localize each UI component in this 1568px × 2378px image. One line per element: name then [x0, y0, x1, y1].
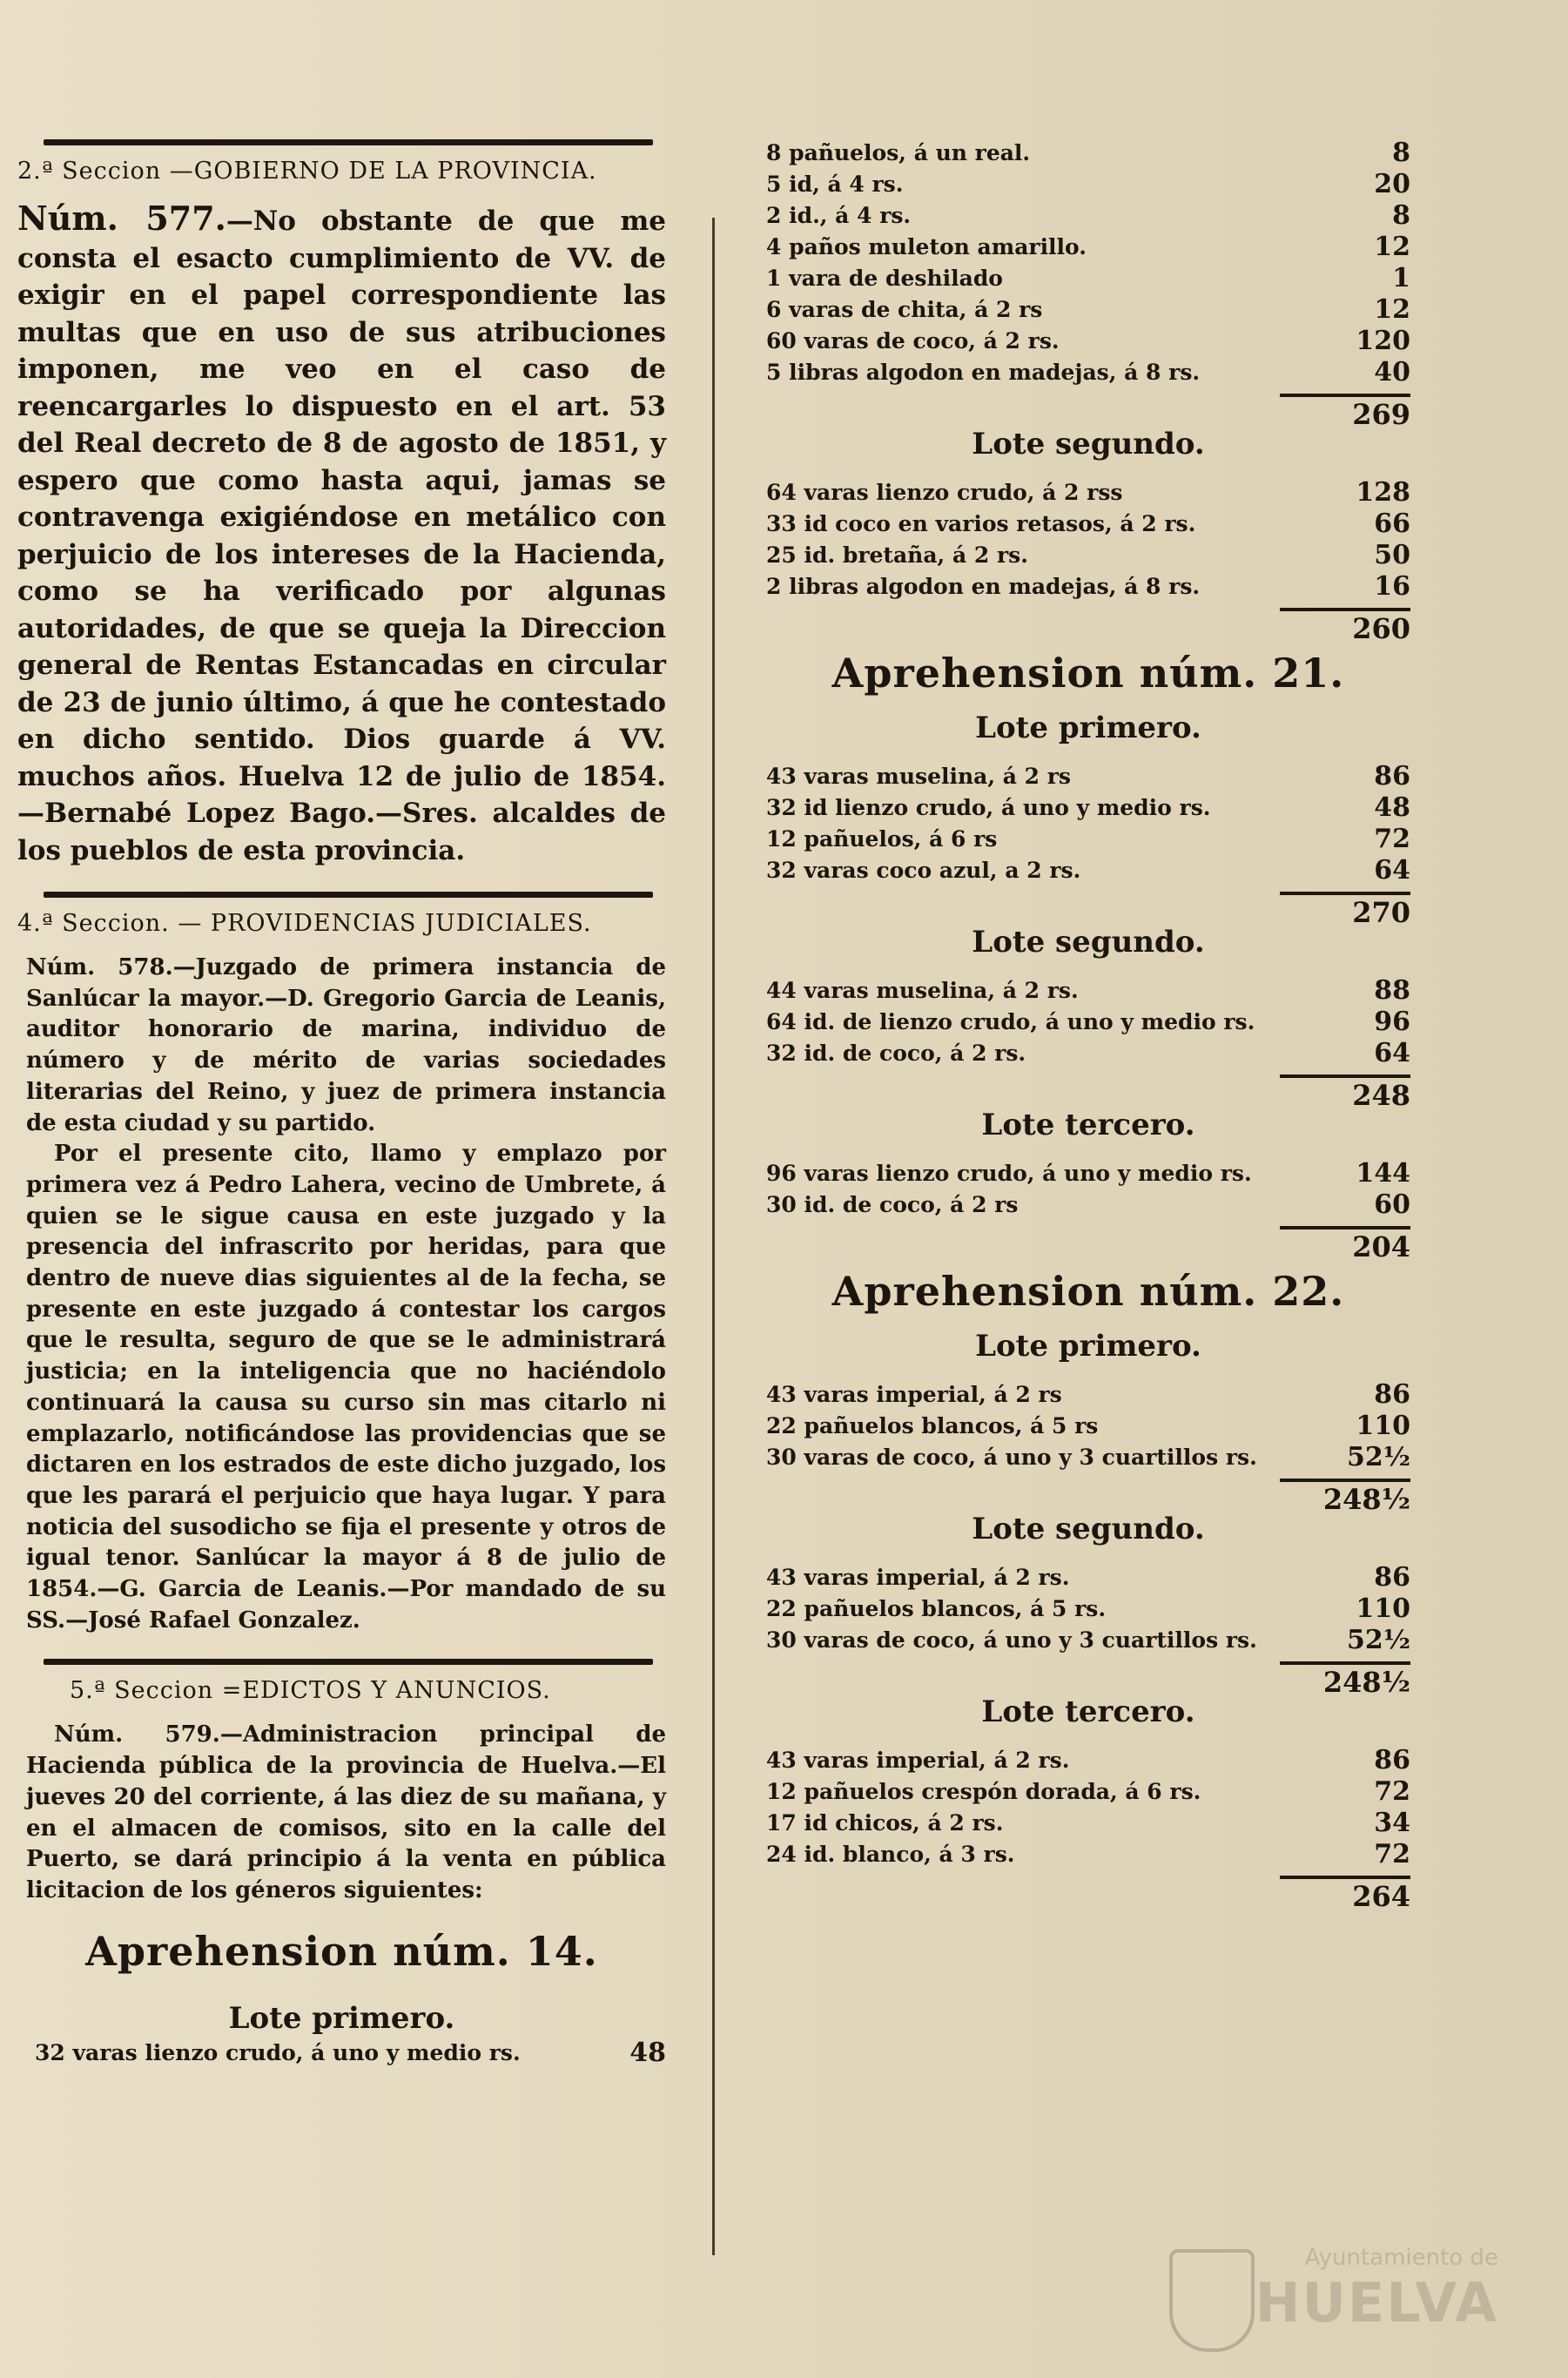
item-description: 4 paños muleton amarillo. [766, 234, 1087, 259]
item-description: 32 id. de coco, á 2 rs. [766, 1041, 1026, 1066]
lote-total: 248 [1352, 1079, 1410, 1112]
item-amount: 88 [1374, 975, 1410, 1006]
item-amount: 16 [1374, 571, 1410, 602]
section-2-heading: 2.ª Seccion —GOBIERNO DE LA PROVINCIA. [17, 158, 597, 185]
lote-title: Lote segundo. [972, 925, 1205, 960]
list-item [766, 1158, 1410, 1189]
item-description: 12 pañuelos crespón dorada, á 6 rs. [766, 1779, 1201, 1804]
lote-total: 248½ [1322, 1483, 1410, 1516]
item-amount: 52½ [1346, 1625, 1410, 1655]
list-item [766, 232, 1410, 263]
list-item [766, 1379, 1410, 1411]
item-amount: 110 [1356, 1411, 1410, 1441]
item-amount: 86 [1374, 1745, 1410, 1775]
list-item [766, 540, 1410, 571]
notice-579-body: Núm. 579.—Administracion principal de Hacienda pública de la provincia de Huelva.—El jueves 20 del corriente, á las diez de su mañana, y en el almacen de comisos, sito en la calle del Puerto, se dará principio á la venta en pública licitacion de los géneros siguientes: [26, 1721, 666, 1903]
list-item [766, 1776, 1410, 1808]
section-5-heading: 5.ª Seccion =EDICTOS Y ANUNCIOS. [70, 1677, 551, 1705]
aprehension-14-lote-title: Lote primero. [228, 2000, 455, 2036]
left-column [17, 131, 666, 2069]
item-description: 44 varas muselina, á 2 rs. [766, 978, 1079, 1003]
lote-total: 269 [1352, 398, 1410, 431]
list-item [766, 1189, 1410, 1221]
lote-title: Lote tercero. [981, 1108, 1195, 1142]
item-amount: 60 [1374, 1189, 1410, 1220]
notice-578-intro: Núm. 578.—Juzgado de primera instancia de Sanlúcar la mayor.—D. Gregorio Garcia de Leanis, auditor honorario de marina, individuo de número y de mérito de varias sociedades literarias del Reino, y juez de primera instancia de esta ciudad y su partido. [26, 954, 666, 1136]
section-4-heading: 4.ª Seccion. — PROVIDENCIAS JUDICIALES. [17, 910, 592, 937]
watermark [1255, 2245, 1498, 2334]
list-item [766, 1562, 1410, 1593]
list-item [766, 138, 1410, 169]
item-amount: 86 [1374, 761, 1410, 792]
lote-total: 264 [1352, 1880, 1410, 1913]
item-amount: 52½ [1346, 1442, 1410, 1472]
list-item [766, 975, 1410, 1007]
aprehension-14-item [17, 2038, 666, 2069]
item-amount: 34 [1374, 1808, 1410, 1838]
list-item [766, 509, 1410, 540]
lote-title: Lote segundo. [972, 1512, 1205, 1546]
aprehension-21-title: Aprehension núm. 21. [831, 650, 1345, 697]
list-item [766, 1442, 1410, 1473]
item-description: 30 varas de coco, á uno y 3 cuartillos rs. [766, 1445, 1257, 1470]
item-description: 12 pañuelos, á 6 rs [766, 826, 998, 852]
item-amount: 40 [1374, 357, 1410, 387]
item-description: 17 id chicos, á 2 rs. [766, 1810, 1004, 1836]
crest-icon [1169, 2249, 1255, 2352]
section-rule [44, 892, 653, 898]
item-description: 5 libras algodon en madejas, á 8 rs. [766, 360, 1201, 385]
list-item [766, 824, 1410, 855]
lote-total: 248½ [1322, 1666, 1410, 1699]
list-item [766, 1839, 1410, 1870]
item-description: 32 varas lienzo crudo, á uno y medio rs. [35, 2039, 521, 2065]
item-amount: 72 [1374, 824, 1410, 854]
item-description: 1 vara de deshilado [766, 266, 1003, 291]
item-amount: 1 [1392, 263, 1410, 293]
item-amount: 12 [1374, 232, 1410, 262]
aprehension-14-title: Aprehension núm. 14. [85, 1927, 598, 1975]
item-description: 24 id. blanco, á 3 rs. [766, 1842, 1015, 1867]
list-item [766, 761, 1410, 792]
lote-title: Lote segundo. [972, 427, 1205, 461]
item-description: 25 id. bretaña, á 2 rs. [766, 542, 1028, 568]
item-amount: 72 [1374, 1776, 1410, 1807]
list-item [766, 294, 1410, 326]
list-item [766, 1625, 1410, 1656]
item-description: 32 varas coco azul, a 2 rs. [766, 858, 1081, 883]
list-item [766, 326, 1410, 357]
watermark-line1: Ayuntamiento de [1304, 2245, 1498, 2271]
item-amount: 20 [1374, 169, 1410, 199]
item-description: 33 id coco en varios retasos, á 2 rs. [766, 511, 1196, 536]
item-description: 22 pañuelos blancos, á 5 rs [766, 1413, 1099, 1438]
section-rule [44, 139, 653, 145]
item-description: 64 id. de lienzo crudo, á uno y medio rs. [766, 1009, 1255, 1034]
item-amount: 48 [629, 2037, 666, 2068]
item-description: 43 varas imperial, á 2 rs. [766, 1565, 1070, 1590]
right-column [766, 138, 1410, 1914]
item-description: 32 id lienzo crudo, á uno y medio rs. [766, 795, 1211, 820]
item-description: 43 varas imperial, á 2 rs. [766, 1748, 1070, 1773]
item-description: 6 varas de chita, á 2 rs [766, 297, 1043, 322]
list-item [766, 1808, 1410, 1839]
list-item [766, 1745, 1410, 1776]
list-item [766, 169, 1410, 200]
notice-578-body: Por el presente cito, llamo y emplazo por primera vez á Pedro Lahera, vecino de Umbrete, á quien se le sigue causa en este juzgado y la presencia del infrascrito por heridas, para que dentro de nueve dias siguientes al de la fecha, se presente en este juzgado á contestar los cargos que le resulta, seguro de que se le administrará justicia; en la inteligencia que no haciéndolo continuará la causa su curso sin mas citarlo ni emplazarlo, notificándose las providencias que se dictaren en los estrados de este dicho juzgado, los que les parará el perjuicio que haya lugar. Y para noticia del susodicho se fija el presente y otros de igual tenor. Sanlúcar la mayor á 8 de julio de 1854.—G. Garcia de Leanis.—Por mandado de su SS.—José Rafael Gonzalez. [26, 1141, 666, 1634]
list-item [766, 477, 1410, 509]
notice-number-577: Núm. 577. [17, 199, 226, 238]
item-amount: 96 [1374, 1007, 1410, 1037]
item-amount: 48 [1374, 792, 1410, 823]
list-item [766, 357, 1410, 388]
aprehension-22-title: Aprehension núm. 22. [831, 1268, 1345, 1315]
item-amount: 64 [1374, 1038, 1410, 1068]
item-amount: 72 [1374, 1839, 1410, 1869]
list-item [766, 855, 1410, 886]
lote-total: 270 [1352, 896, 1410, 929]
item-description: 2 id., á 4 rs. [766, 203, 912, 228]
item-amount: 120 [1356, 326, 1410, 356]
section-2-text [17, 200, 666, 869]
notice-577-body: —No obstante de que me consta el esacto cumplimiento de VV. de exigir en el papel correspondiente las multas que en uso de sus atribuciones imponen, me veo en el caso de reencargarles lo dispuesto en el art. 53 del Real decreto de 8 de agosto de 1851, y espero que como hasta aqui, jamas se contravenga exigiéndose en metálico con perjuicio de los intereses de la Hacienda, como se ha verificado por algunas autoridades, de que se queja la Direccion general de Rentas Estancadas en circular de 23 de junio último, á que he contestado en dicho sentido. Dios guarde á VV. muchos años. Huelva 12 de julio de 1854.—Bernabé Lopez Bago.—Sres. alcaldes de los pueblos de esta provincia. [17, 205, 666, 866]
item-description: 43 varas imperial, á 2 rs [766, 1382, 1062, 1407]
item-amount: 64 [1374, 855, 1410, 886]
item-amount: 110 [1356, 1593, 1410, 1624]
item-description: 30 varas de coco, á uno y 3 cuartillos rs. [766, 1627, 1257, 1653]
column-divider [712, 218, 715, 2255]
list-item [766, 1007, 1410, 1038]
item-amount: 8 [1392, 200, 1410, 231]
item-amount: 86 [1374, 1379, 1410, 1410]
section-rule [44, 1659, 653, 1665]
list-item [766, 263, 1410, 294]
item-amount: 8 [1392, 138, 1410, 168]
item-amount: 86 [1374, 1562, 1410, 1593]
item-description: 8 pañuelos, á un real. [766, 140, 1031, 165]
item-amount: 144 [1356, 1158, 1410, 1189]
watermark-line2: HUELVA [1255, 2271, 1498, 2334]
item-description: 5 id, á 4 rs. [766, 172, 904, 197]
item-description: 43 varas muselina, á 2 rs [766, 764, 1071, 789]
list-item [766, 1411, 1410, 1442]
lote-title: Lote primero. [975, 1329, 1201, 1364]
item-description: 22 pañuelos blancos, á 5 rs. [766, 1596, 1107, 1621]
item-description: 60 varas de coco, á 2 rs. [766, 328, 1060, 354]
item-description: 64 varas lienzo crudo, á 2 rss [766, 480, 1123, 505]
lote-title: Lote tercero. [981, 1694, 1195, 1729]
item-amount: 128 [1356, 477, 1410, 508]
item-description: 96 varas lienzo crudo, á uno y medio rs. [766, 1161, 1252, 1186]
item-amount: 50 [1374, 540, 1410, 570]
lote-total: 260 [1352, 612, 1410, 645]
item-description: 2 libras algodon en madejas, á 8 rs. [766, 574, 1201, 599]
item-amount: 12 [1374, 294, 1410, 325]
list-item [766, 1593, 1410, 1625]
item-amount: 66 [1374, 509, 1410, 539]
item-description: 30 id. de coco, á 2 rs [766, 1192, 1019, 1217]
list-item [766, 200, 1410, 232]
list-item [766, 1038, 1410, 1069]
list-item [766, 792, 1410, 824]
list-item [766, 571, 1410, 603]
lote-title: Lote primero. [975, 711, 1201, 745]
lote-total: 204 [1352, 1230, 1410, 1263]
